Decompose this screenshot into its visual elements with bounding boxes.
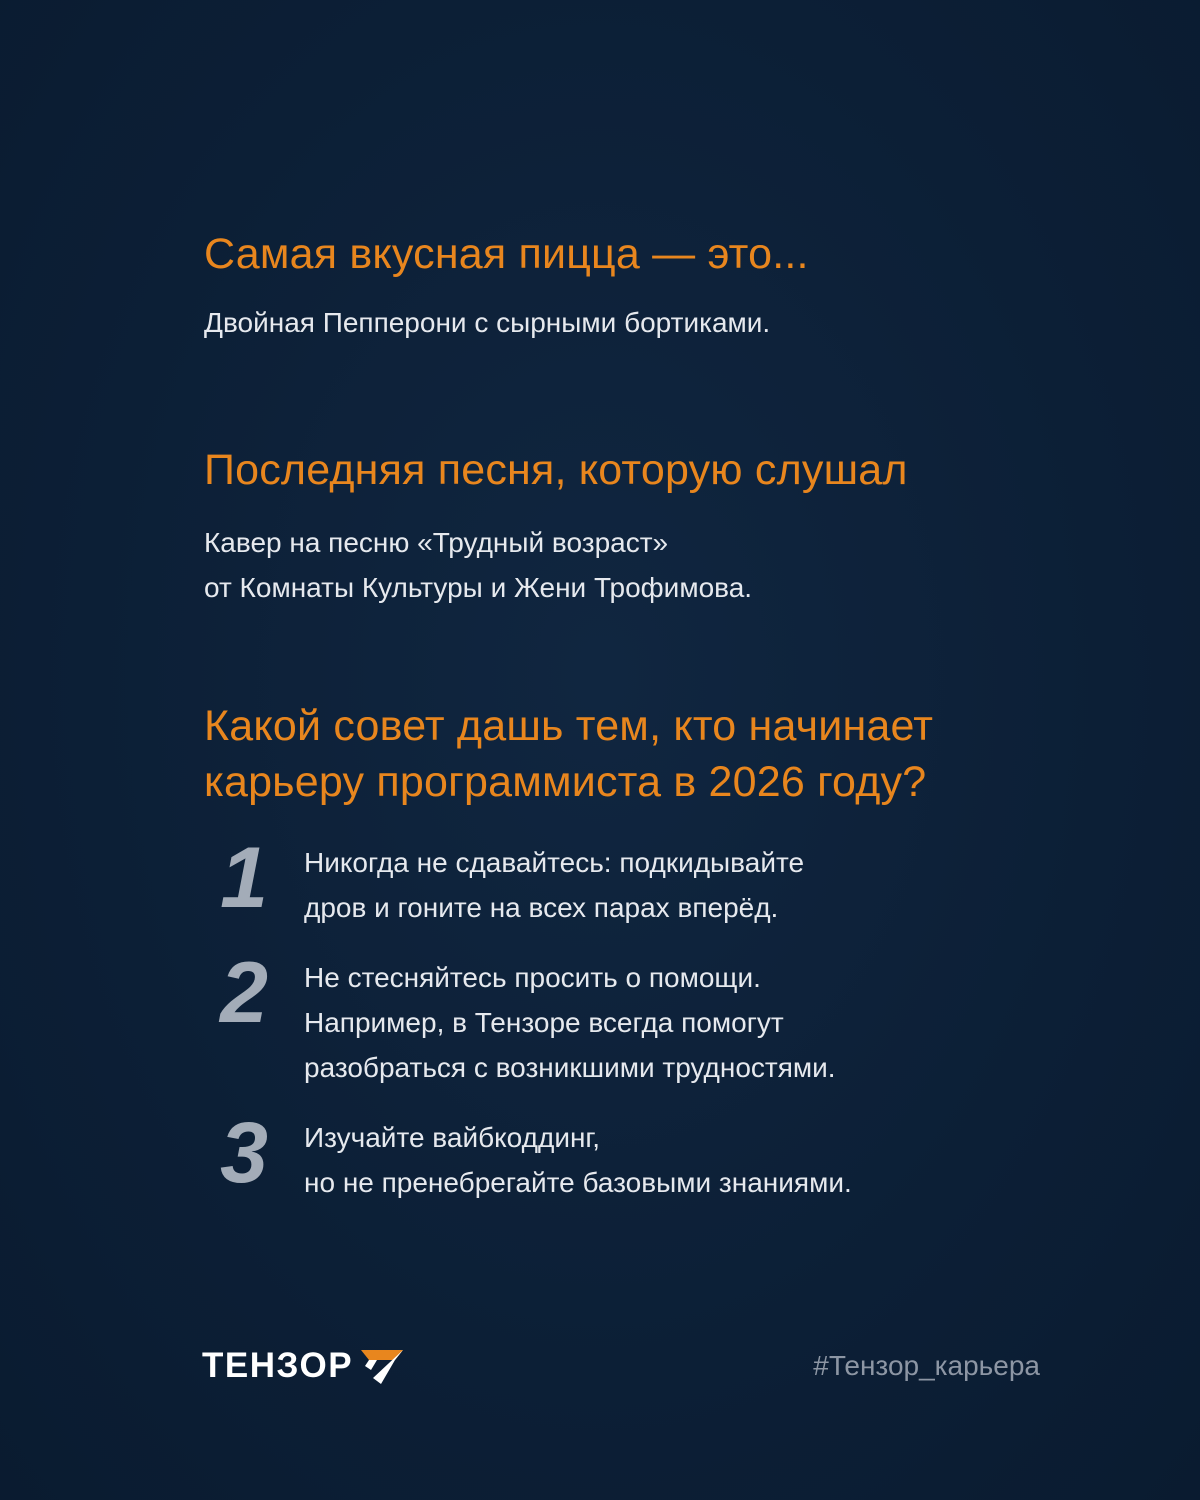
answer-text: [204, 520, 1084, 610]
advice-line: но не пренебрегайте базовыми знаниями.: [304, 1167, 852, 1198]
section-advice: [204, 698, 1084, 810]
advice-number: 2: [220, 945, 268, 1041]
advice-line: разобраться с возникшими трудностями.: [304, 1052, 836, 1083]
advice-line: дров и гоните на всех парах вперёд.: [304, 892, 779, 923]
advice-text: [304, 840, 804, 930]
hashtag: #Тензор_карьера: [813, 1350, 1040, 1381]
advice-line: Изучайте вайбкоддинг,: [304, 1122, 600, 1153]
answer-line: Кавер на песню «Трудный возраст»: [204, 527, 669, 558]
advice-item: [204, 945, 1084, 1083]
advice-text: [304, 1115, 852, 1205]
question-line: карьеру программиста в 2026 году?: [204, 758, 927, 806]
question-heading: Последняя песня, которую слушал: [204, 446, 908, 494]
advice-text: [304, 955, 836, 1090]
section-pizza: [204, 226, 1084, 345]
advice-number: 3: [220, 1105, 268, 1201]
advice-line: Никогда не сдавайтесь: подкидывайте: [304, 847, 805, 878]
answer-line: Двойная Пепперони с сырными бортиками.: [204, 307, 771, 338]
question-line: Какой совет дашь тем, кто начинает: [204, 702, 934, 750]
tensor-logo-icon: [359, 1346, 405, 1386]
answer-text: [204, 300, 1084, 345]
section-song: [204, 442, 1084, 610]
question-heading: [204, 698, 1084, 810]
advice-number: 1: [220, 830, 268, 926]
tensor-logo: [202, 1342, 405, 1390]
logo-wordmark: ТЕНЗОР: [202, 1346, 354, 1385]
question-heading: Самая вкусная пицца — это...: [204, 230, 809, 278]
advice-line: Не стесняйтесь просить о помощи.: [304, 962, 761, 993]
advice-item: [204, 830, 1084, 950]
advice-line: Например, в Тензоре всегда помогут: [304, 1007, 784, 1038]
advice-item: [204, 1105, 1084, 1225]
answer-line: от Комнаты Культуры и Жени Трофимова.: [204, 572, 753, 603]
